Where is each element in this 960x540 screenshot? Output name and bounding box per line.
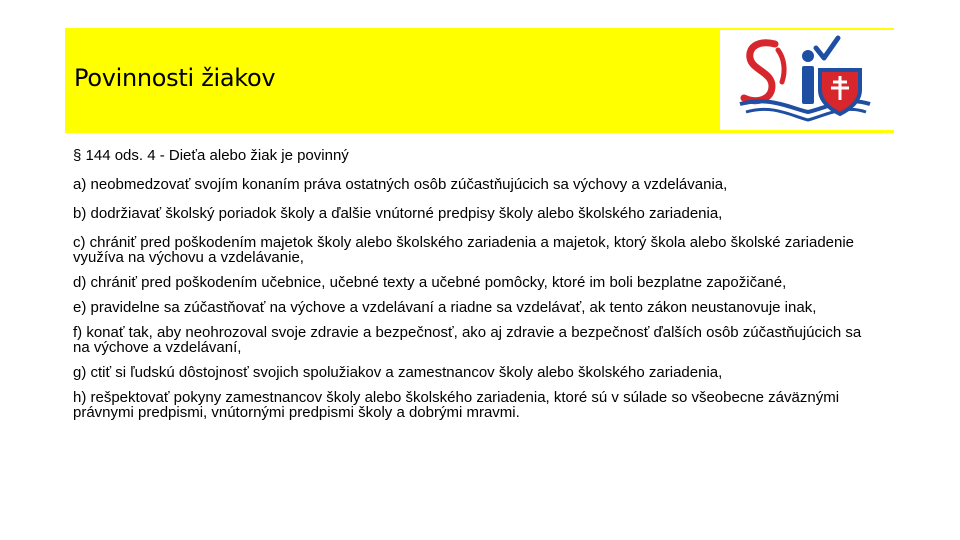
section-heading: § 144 ods. 4 - Dieťa alebo žiak je povinný xyxy=(73,147,349,164)
list-item: f) konať tak, aby neohrozoval svoje zdravie a bezpečnosť, ako aj zdravie a bezpečnosť ďalších osôb zúčastňujúcich sa na výchove a vzdelávaní, xyxy=(73,324,862,356)
logo xyxy=(720,30,894,130)
list-item: b) dodržiavať školský poriadok školy a ďalšie vnútorné predpisy školy alebo školského zariadenia, xyxy=(73,205,723,222)
slide-title: Povinnosti žiakov xyxy=(74,64,276,92)
list-item: g) ctiť si ľudskú dôstojnosť svojich spolužiakov a zamestnancov školy alebo školského zariadenia, xyxy=(73,364,723,381)
list-item: a) neobmedzovať svojím konaním práva ostatných osôb zúčastňujúcich sa výchovy a vzdelávania, xyxy=(73,176,728,193)
list-item: h) rešpektovať pokyny zamestnancov školy alebo školského zariadenia, ktoré sú v súlade so všeobecne záväznými právnymi predpismi, vnútornými predpismi školy a dobrými mravmi. xyxy=(73,389,840,421)
ssi-logo-icon xyxy=(720,30,894,130)
content xyxy=(73,148,873,430)
list-item: e) pravidelne sa zúčastňovať na výchove a vzdelávaní a riadne sa vzdelávať, ak tento zákon neustanovuje inak, xyxy=(73,299,817,316)
list-item: d) chrániť pred poškodením učebnice, učebné texty a učebné pomôcky, ktoré im boli bezplatne zapožičané, xyxy=(73,274,787,291)
list-item: c) chrániť pred poškodením majetok školy alebo školského zariadenia a majetok, ktorý škola alebo školské zariadenie využíva na výchovu a vzdelávanie, xyxy=(73,234,855,266)
